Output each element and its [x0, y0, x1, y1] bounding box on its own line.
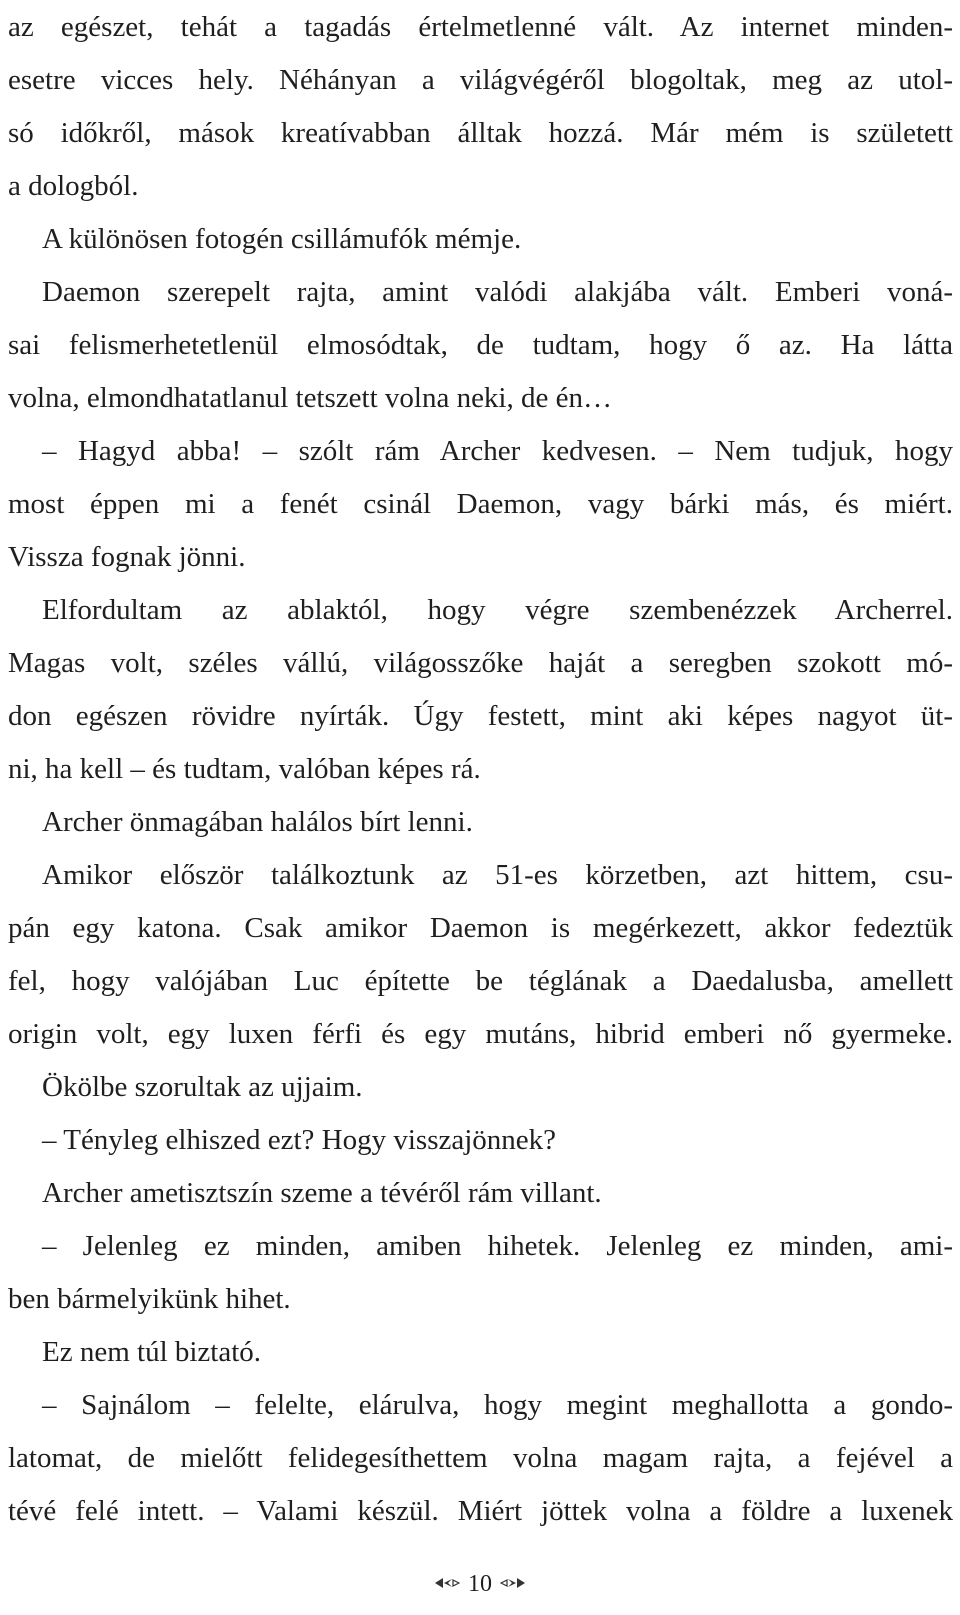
text-line: don egészen rövidre nyírták. Úgy festett, mint aki képes nagyot üt-: [8, 700, 953, 732]
page-number: 10: [468, 1571, 492, 1597]
text-line: origin volt, egy luxen férfi és egy mutáns, hibrid emberi nő gyermeke.: [8, 1018, 953, 1050]
text-line: esetre vicces hely. Néhányan a világvégéről blogoltak, meg az utol-: [8, 64, 953, 96]
ornament-left-icon: [434, 1567, 460, 1603]
text-line: – Sajnálom – felelte, elárulva, hogy megint meghallotta a gondo-: [42, 1389, 953, 1421]
text-line: Vissza fognak jönni.: [8, 541, 246, 573]
text-line: pán egy katona. Csak amikor Daemon is megérkezett, akkor fedeztük: [8, 912, 953, 944]
text-line: – Hagyd abba! – szólt rám Archer kedvesen. – Nem tudjuk, hogy: [42, 435, 953, 467]
text-line: Elfordultam az ablaktól, hogy végre szembenézzek Archerrel.: [42, 594, 953, 626]
text-line: tévé felé intett. – Valami készül. Miért jöttek volna a földre a luxenek: [8, 1495, 953, 1527]
text-line: volna, elmondhatatlanul tetszett volna neki, de én…: [8, 382, 612, 414]
text-line: Daemon szerepelt rajta, amint valódi alakjába vált. Emberi voná-: [42, 276, 953, 308]
ornament-right-icon: [500, 1567, 526, 1603]
text-line: Magas volt, széles vállú, világosszőke haját a seregben szokott mó-: [8, 647, 953, 679]
text-line: Amikor először találkoztunk az 51-es körzetben, azt hittem, csu-: [42, 859, 953, 891]
text-line: Archer önmagában halálos bírt lenni.: [42, 806, 473, 838]
page-footer: [0, 1566, 960, 1603]
text-line: ni, ha kell – és tudtam, valóban képes rá.: [8, 753, 481, 785]
text-line: sai felismerhetetlenül elmosódtak, de tudtam, hogy ő az. Ha látta: [8, 329, 953, 361]
text-line: só időkről, mások kreatívabban álltak hozzá. Már mém is született: [8, 117, 953, 149]
text-line: – Tényleg elhiszed ezt? Hogy visszajönnek?: [42, 1124, 557, 1156]
text-line: – Jelenleg ez minden, amiben hihetek. Jelenleg ez minden, ami-: [42, 1230, 953, 1262]
text-line: A különösen fotogén csillámufók mémje.: [42, 223, 522, 255]
text-line: az egészet, tehát a tagadás értelmetlenné vált. Az internet minden-: [8, 11, 953, 43]
text-line: a dologból.: [8, 170, 139, 202]
text-line: ben bármelyikünk hihet.: [8, 1283, 291, 1315]
text-line: fel, hogy valójában Luc építette be téglának a Daedalusba, amellett: [8, 965, 953, 997]
text-line: Ez nem túl biztató.: [42, 1336, 262, 1368]
text-line: latomat, de mielőtt felidegesíthettem volna magam rajta, a fejével a: [8, 1442, 953, 1474]
text-line: Archer ametisztszín szeme a tévéről rám villant.: [42, 1177, 602, 1209]
text-line: Ökölbe szorultak az ujjaim.: [42, 1071, 363, 1103]
text-line: most éppen mi a fenét csinál Daemon, vagy bárki más, és miért.: [8, 488, 953, 520]
